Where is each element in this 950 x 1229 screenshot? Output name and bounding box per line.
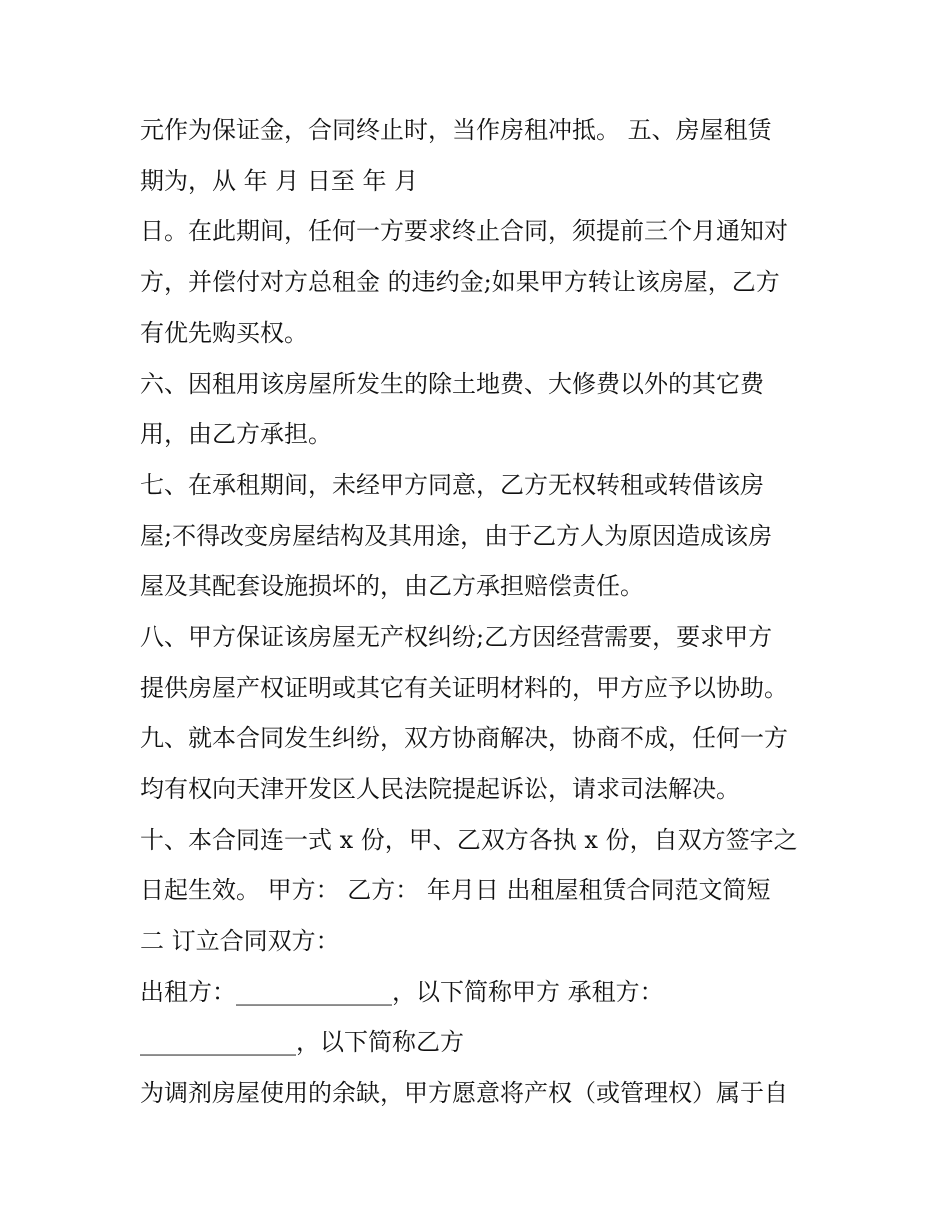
text-line: _____________，以下简称乙方 — [140, 1028, 464, 1056]
text-line: 元作为保证金，合同终止时，当作房租冲抵。 五、房屋租赁 — [140, 116, 772, 144]
text-line: 提供房屋产权证明或其它有关证明材料的，甲方应予以协助。 — [140, 674, 788, 702]
text-line: 方，并偿付对方总租金 的违约金;如果甲方转让该房屋，乙方 — [140, 268, 780, 296]
text-line: 九、就本合同发生纠纷，双方协商解决，协商不成，任何一方 — [140, 724, 788, 752]
text-line: 屋及其配套设施损坏的，由乙方承担赔偿责任。 — [140, 572, 644, 600]
text-line: 屋;不得改变房屋结构及其用途，由于乙方人为原因造成该房 — [140, 522, 773, 550]
text-line: 有优先购买权。 — [140, 319, 308, 347]
text-line: 用，由乙方承担。 — [140, 420, 332, 448]
text-line: 十、本合同连一式 x 份，甲、乙双方各执 x 份，自双方签字之 — [140, 826, 798, 854]
text-line: 七、在承租期间，未经甲方同意，乙方无权转租或转借该房 — [140, 471, 764, 499]
text-line: 均有权向天津开发区人民法院提起诉讼，请求司法解决。 — [140, 775, 740, 803]
text-line: 日起生效。 甲方： 乙方： 年月日 出租屋租赁合同范文简短 — [140, 876, 771, 904]
text-line: 六、因租用该房屋所发生的除土地费、大修费以外的其它费 — [140, 370, 764, 398]
text-line: 八、甲方保证该房屋无产权纠纷;乙方因经营需要，要求甲方 — [140, 623, 773, 651]
text-line: 二 订立合同双方： — [140, 927, 340, 955]
text-line: 出租方：_____________，以下简称甲方 承租方： — [140, 978, 664, 1006]
text-line: 为调剂房屋使用的余缺，甲方愿意将产权（或管理权）属于自 — [140, 1079, 788, 1107]
text-line: 日。在此期间，任何一方要求终止合同，须提前三个月通知对 — [140, 217, 788, 245]
text-line: 期为，从 年 月 日至 年 月 — [140, 167, 419, 195]
